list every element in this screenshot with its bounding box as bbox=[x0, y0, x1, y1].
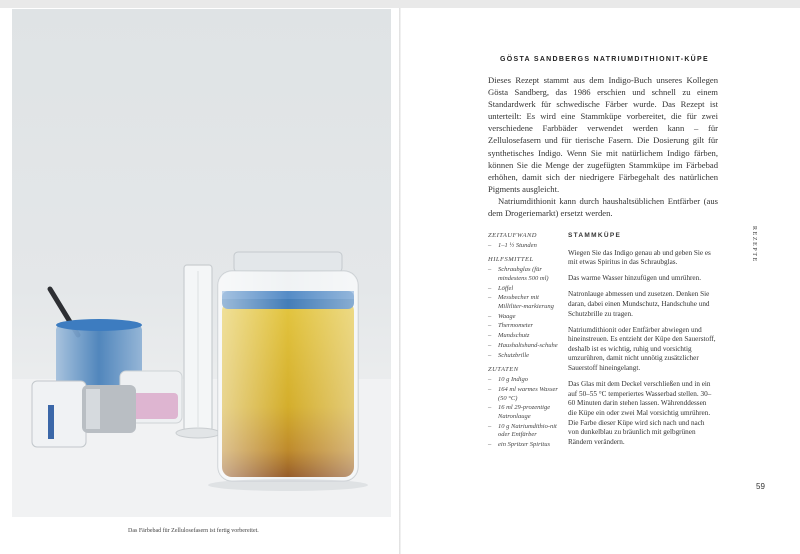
recipe-title: GÖSTA SANDBERGS NATRIUMDITHIONIT-KÜPE bbox=[500, 56, 709, 63]
jars-illustration bbox=[12, 9, 391, 517]
stammkuepe-section bbox=[568, 231, 716, 454]
list-item: – 1–1 ½ Stunden bbox=[488, 241, 537, 249]
instruction-step: Natriumdithionit oder Entfärber abwiegen und hineinstreuen. Es entzieht der Küpe den Sauerstoff, deshalb ist es wichtig, ruhig und vorsichtig umzurühren, damit nicht unnötig zusätzlicher Sauerstoff hineingelangt. bbox=[568, 325, 716, 373]
list-item: – 164 ml warmes Wasser (50 °C) bbox=[488, 385, 558, 402]
small-glass bbox=[32, 381, 86, 447]
jar-lid bbox=[234, 252, 342, 272]
instruction-step: Das warme Wasser hinzufügen und umrühren. bbox=[568, 274, 702, 283]
list-item: – Mundschutz bbox=[488, 332, 530, 340]
list-item: – 10 g Natriumdithio-nit oder Entfärber bbox=[488, 422, 557, 439]
top-edge bbox=[0, 0, 800, 8]
list-item: – ein Spritzer Spiritus bbox=[488, 441, 551, 449]
zutaten-heading: ZUTATEN bbox=[488, 366, 519, 374]
list-item: – Thermometer bbox=[488, 322, 534, 330]
list-item: – Haushaltshand-schuhe bbox=[488, 342, 558, 350]
instruction-step: Das Glas mit dem Deckel verschließen und in ein auf 50–55 °C temperiertes Wasserbad stellen. 30–60 Minuten darin stehen lassen. Währenddessen die Küpe ein oder zwei Mal vorsichtig umrühren. Die Farbe dieser Küpe wird sich nach und nach von dunkelblau zu bräunlich mit gelbgrünen Rändern verändern. bbox=[568, 380, 712, 446]
list-item: – Schraubglas (für mindestens 500 ml) bbox=[488, 266, 549, 282]
list-item: – Messbecher mit Milliliter-markierung bbox=[488, 294, 554, 310]
intro-paragraph: Dieses Rezept stammt aus dem Indigo-Buch unseres Kollegen Gösta Sandberg, das 1986 erschien und schnell zu einem Standardwerk für schwedische Färber wurde. Das Rezept ist unterteilt: Es wird eine Stammküpe vorbereitet, die für zwei verschiedene Farbbäder verwendet werden kann – für Zellulosefasern und für tierische Fasern. Die Dosierung gilt für synthetisches Indigo. Wenn Sie mit natürlichem Indigo färben, können Sie die Menge der zugefügten Stammküpe im Färbebad erhöhen, damit sich der niedrigere Färbegehalt des natürlichen Pigments ausgleicht. bbox=[488, 75, 718, 194]
list-item: – Schutzbrille bbox=[488, 351, 530, 359]
intro-paragraph: Natriumdithionit kann durch haushaltsüblichen Entfärber (aus dem Drogeriemarkt) ersetzt werden. bbox=[488, 195, 718, 219]
instruction-step: Wiegen Sie das Indigo genau ab und geben Sie es mit etwas Spiritus in das Schraubglas. bbox=[568, 248, 711, 267]
page-number: 59 bbox=[756, 482, 765, 491]
intro-text bbox=[488, 74, 718, 219]
book-spine bbox=[399, 8, 401, 554]
list-item: – 16 ml 29-prozentige Natronlauge bbox=[488, 404, 551, 420]
instruction-step: Natronlauge abmessen und zusetzen. Denken Sie daran, dabei einen Mundschutz, Handschuhe und Schutzbrille zu tragen. bbox=[568, 290, 710, 318]
stammkuepe-heading: STAMMKÜPE bbox=[568, 232, 622, 239]
hilfsmittel-heading: HILFSMITTEL bbox=[488, 256, 534, 264]
list-item: – Waage bbox=[488, 312, 516, 320]
recipe-photo bbox=[12, 9, 391, 517]
recipe-sidebar bbox=[488, 232, 560, 450]
list-item: – Löffel bbox=[488, 284, 514, 292]
zeitaufwand-heading: ZEITAUFWAND bbox=[488, 232, 537, 239]
photo-caption: Das Färbebad für Zellulosefasern ist fertig vorbereitet. bbox=[128, 528, 259, 534]
list-item: – 10 g Indigo bbox=[488, 376, 528, 384]
section-tag: REZEPTE bbox=[751, 226, 757, 263]
